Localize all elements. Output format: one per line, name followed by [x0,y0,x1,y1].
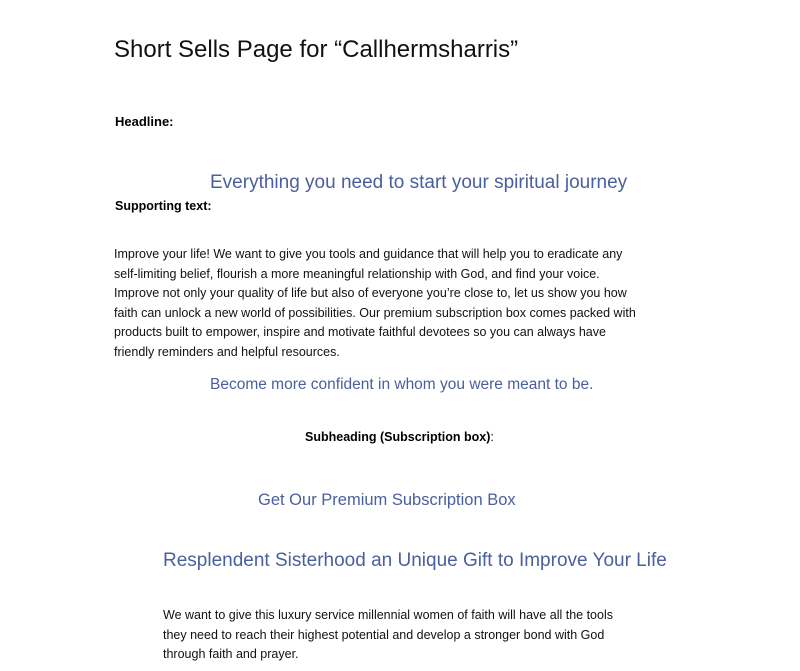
supporting-line: Improve your life! We want to give you tools and guidance that will help you to eradicate any [114,247,623,261]
subheading-label-text: Subheading (Subscription box) [305,430,491,444]
gift-line: through faith and prayer. [163,647,299,661]
gift-paragraph [163,606,613,665]
headline-label: Headline: [115,114,174,129]
supporting-line: self-limiting belief, flourish a more meaningful relationship with God, and find your voice. [114,266,600,281]
supporting-line: products built to empower, inspire and motivate faithful devotees so you can always have [114,325,606,339]
supporting-line: friendly reminders and helpful resources. [114,344,340,359]
confidence-line: Become more confident in whom you were meant to be. [210,376,594,393]
supporting-line: faith can unlock a new world of possibilities. Our premium subscription box comes packed with [114,305,636,320]
subheading-colon: : [490,430,494,444]
gift-heading: Resplendent Sisterhood an Unique Gift to Improve Your Life [163,550,667,571]
supporting-line: Improve not only your quality of life but also of everyone you’re close to, let us show you how [114,286,627,300]
gift-line: We want to give this luxury service millennial women of faith will have all the tools [163,608,613,622]
gift-line: they need to reach their highest potential and develop a stronger bond with God [163,627,605,642]
supporting-paragraph [114,245,636,362]
supporting-text-label: Supporting text: [115,199,212,213]
subheading-label [305,428,494,446]
headline-text: Everything you need to start your spiritual journey [210,172,628,193]
document-title: Short Sells Page for “Callhermsharris” [114,36,519,63]
subscription-heading: Get Our Premium Subscription Box [258,491,516,509]
